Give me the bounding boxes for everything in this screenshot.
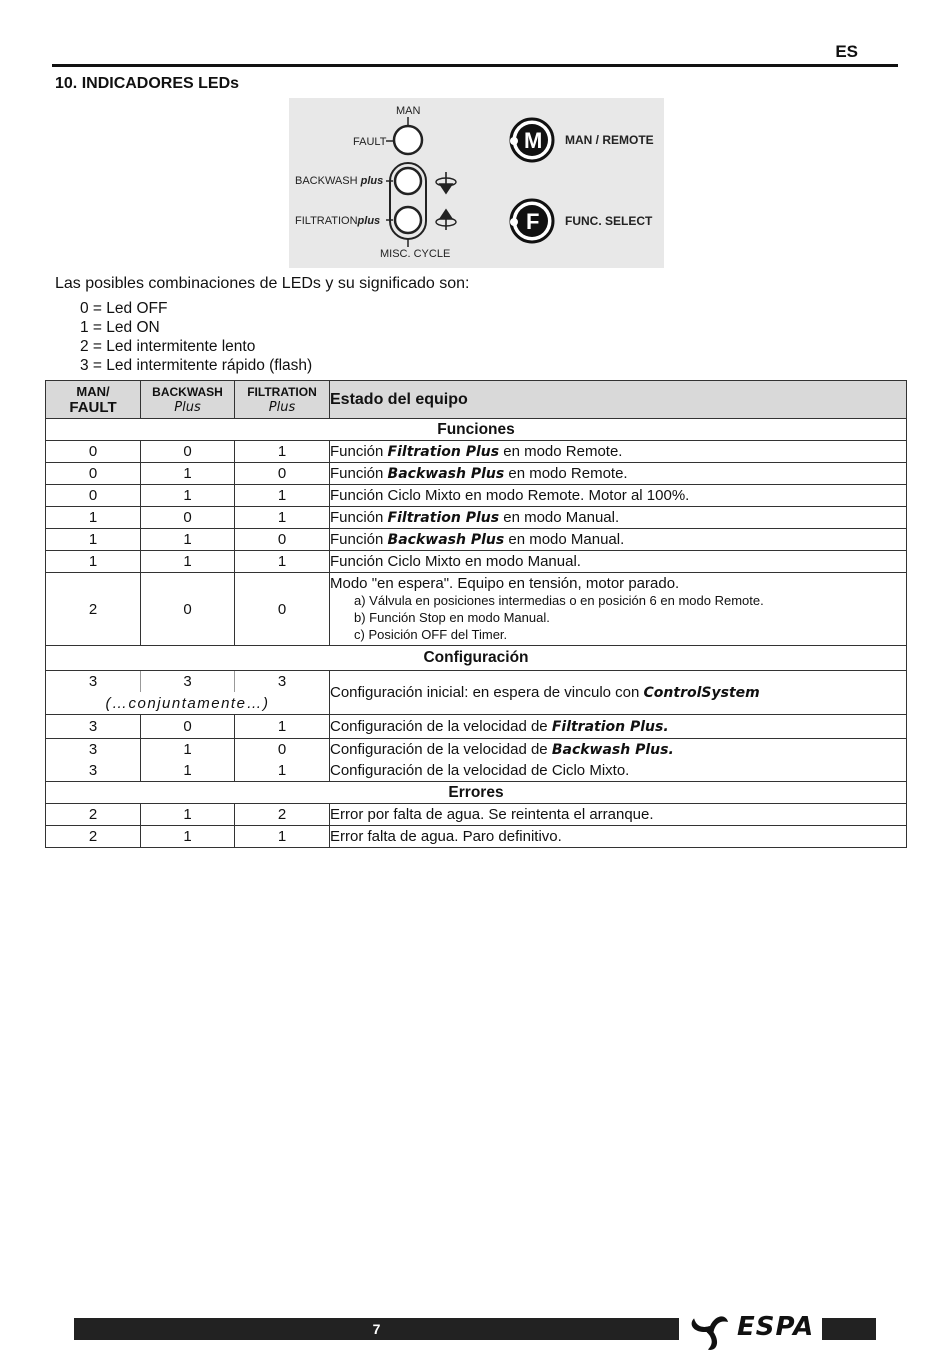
misc-cycle-label: MISC. CYCLE [380, 248, 451, 260]
brand-name: ESPA [737, 1312, 815, 1342]
svg-text:M: M [524, 128, 543, 153]
backwash-label: BACKWASH plus [295, 175, 384, 187]
backwash-direction-icon [436, 172, 456, 193]
man-label: MAN [396, 105, 421, 117]
filtration-direction-icon [436, 210, 456, 230]
header-man-fault: MAN/ FAULT [46, 381, 141, 419]
man-remote-button [510, 119, 553, 161]
fault-label: FAULT [353, 136, 387, 148]
legend-item: 2 = Led intermitente lento [80, 338, 256, 355]
control-panel-illustration [289, 98, 664, 268]
header-state: Estado del equipo [330, 381, 907, 419]
table-row: 3 1 1 Configuración de la velocidad de Ciclo Mixto. [46, 760, 907, 782]
filtration-led [395, 207, 421, 233]
table-row: 3 0 1 Configuración de la velocidad de Filtration Plus. [46, 715, 907, 739]
svg-text:F: F [526, 209, 540, 234]
standby-item: c) Posición OFF del Timer. [354, 627, 508, 642]
legend-item: 1 = Led ON [80, 319, 160, 336]
header-backwash: BACKWASH Plus [141, 381, 235, 419]
page-number: 7 [74, 1318, 679, 1340]
section-funciones: Funciones [46, 419, 907, 441]
table-row: 1 1 0 Función Backwash Plus en modo Manual. [46, 529, 907, 551]
table-row: 0 0 1 Función Filtration Plus en modo Remote. [46, 441, 907, 463]
footer-bar-tail [822, 1318, 876, 1340]
filtration-label: FILTRATIONplus [295, 215, 381, 227]
header-filtration: FILTRATION Plus [235, 381, 330, 419]
header-rule [52, 64, 898, 67]
standby-item: a) Válvula en posiciones intermedias o en posición 6 en modo Remote. [354, 593, 764, 608]
standby-main: Modo "en espera". Equipo en tensión, motor parado. [330, 575, 680, 592]
man-remote-label: MAN / REMOTE [565, 133, 654, 147]
section-configuracion: Configuración [46, 646, 907, 671]
together-note: (…conjuntamente…) [46, 692, 330, 715]
language-code: ES [835, 42, 858, 61]
led-combinations-table [45, 380, 907, 848]
table-row: 0 1 0 Función Backwash Plus en modo Remote. [46, 463, 907, 485]
standby-item: b) Función Stop en modo Manual. [354, 610, 550, 625]
section-title: 10. INDICADORES LEDs [55, 75, 240, 92]
section-errores: Errores [46, 782, 907, 804]
table-row: 1 1 1 Función Ciclo Mixto en modo Manual. [46, 551, 907, 573]
backwash-led [395, 168, 421, 194]
legend-item: 3 = Led intermitente rápido (flash) [80, 357, 313, 374]
table-row: 3 1 0 Configuración de la velocidad de Backwash Plus. [46, 739, 907, 761]
led-legend [80, 299, 312, 375]
table-row: 2 1 1 Error falta de agua. Paro definitivo. [46, 826, 907, 848]
legend-item: 0 = Led OFF [80, 300, 168, 317]
table-row: 1 0 1 Función Filtration Plus en modo Manual. [46, 507, 907, 529]
table-row: 2 1 2 Error por falta de agua. Se reintenta el arranque. [46, 804, 907, 826]
func-select-button [510, 200, 553, 242]
table-row: 0 1 1 Función Ciclo Mixto en modo Remote. Motor al 100%. [46, 485, 907, 507]
fault-led [394, 126, 422, 154]
table-row-config-initial: 3 3 3 Configuración inicial: en espera de vinculo con ControlSystem [46, 671, 907, 693]
table-row-standby: 2 0 0 Modo "en espera". Equipo en tensión, motor parado. a) Válvula en posiciones intermedias o en posición 6 en modo Remote. b) Función Stop en modo Manual. c) Posición OFF del Timer. [46, 573, 907, 646]
func-select-label: FUNC. SELECT [565, 214, 653, 228]
intro-text: Las posibles combinaciones de LEDs y su significado son: [55, 275, 470, 292]
